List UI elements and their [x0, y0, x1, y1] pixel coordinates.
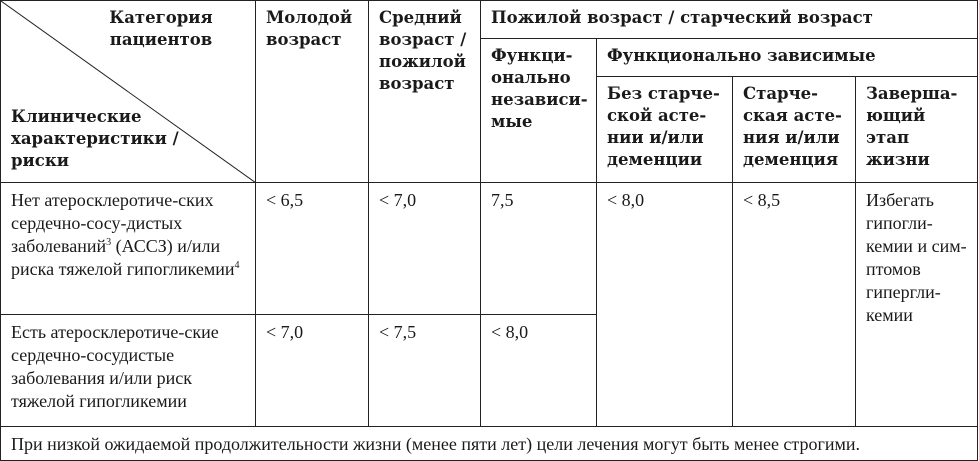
table-row [1, 183, 978, 315]
col-no-frailty-header: Без старче-ской асте-нии и/или деменции [597, 77, 733, 183]
row2-young-value: < 7,0 [256, 315, 369, 427]
row1-characteristic [1, 183, 256, 315]
col-elderly-header: Пожилой возраст / старческий возраст [481, 1, 978, 39]
row2-middle-value: < 7,5 [369, 315, 481, 427]
no-frailty-value: < 8,0 [597, 183, 733, 427]
row1-text-cont: (АССЗ) и/или риска тяжелой гипогликемии [11, 236, 235, 279]
footnote-marker: 3 [106, 237, 112, 248]
end-of-life-value: Избегать гипогли-кемии и сим-птомов гипергли-кемии [856, 183, 978, 427]
row1-text: Нет атеросклеротиче-ских сердечно-сосу-дистых заболеваний [11, 190, 214, 256]
col-middle-header: Средний возраст / пожилой возраст [369, 1, 481, 183]
category-label: Категория пациентов [109, 8, 213, 49]
diagonal-header-cell [1, 1, 256, 183]
footer-note: При низкой ожидаемой продолжительности жизни (менее пяти лет) цели лечения могут быть менее строгими. [1, 427, 978, 461]
col-func-indep-header: Функци-онально независи-мые [481, 39, 597, 183]
footnote-marker: 4 [234, 260, 240, 271]
col-young-header: Молодой возраст [256, 1, 369, 183]
frailty-value: < 8,5 [733, 183, 856, 427]
col-func-dep-header: Функционально зависимые [597, 39, 978, 77]
row1-young-value: < 6,5 [256, 183, 369, 315]
row1-middle-value: < 7,0 [369, 183, 481, 315]
col-frailty-header: Старче-ская асте-ния и/или деменция [733, 77, 856, 183]
row2-characteristic: Есть атеросклеротиче-ские сердечно-сосудистые заболевания и/или риск тяжелой гипогликемии [1, 315, 256, 427]
col-end-of-life-header: Заверша-ющий этап жизни [856, 77, 978, 183]
row1-func-indep-value: 7,5 [481, 183, 597, 315]
clinical-characteristics-label: Клинические характеристики / риски [11, 107, 179, 170]
row2-func-indep-value: < 8,0 [481, 315, 597, 427]
